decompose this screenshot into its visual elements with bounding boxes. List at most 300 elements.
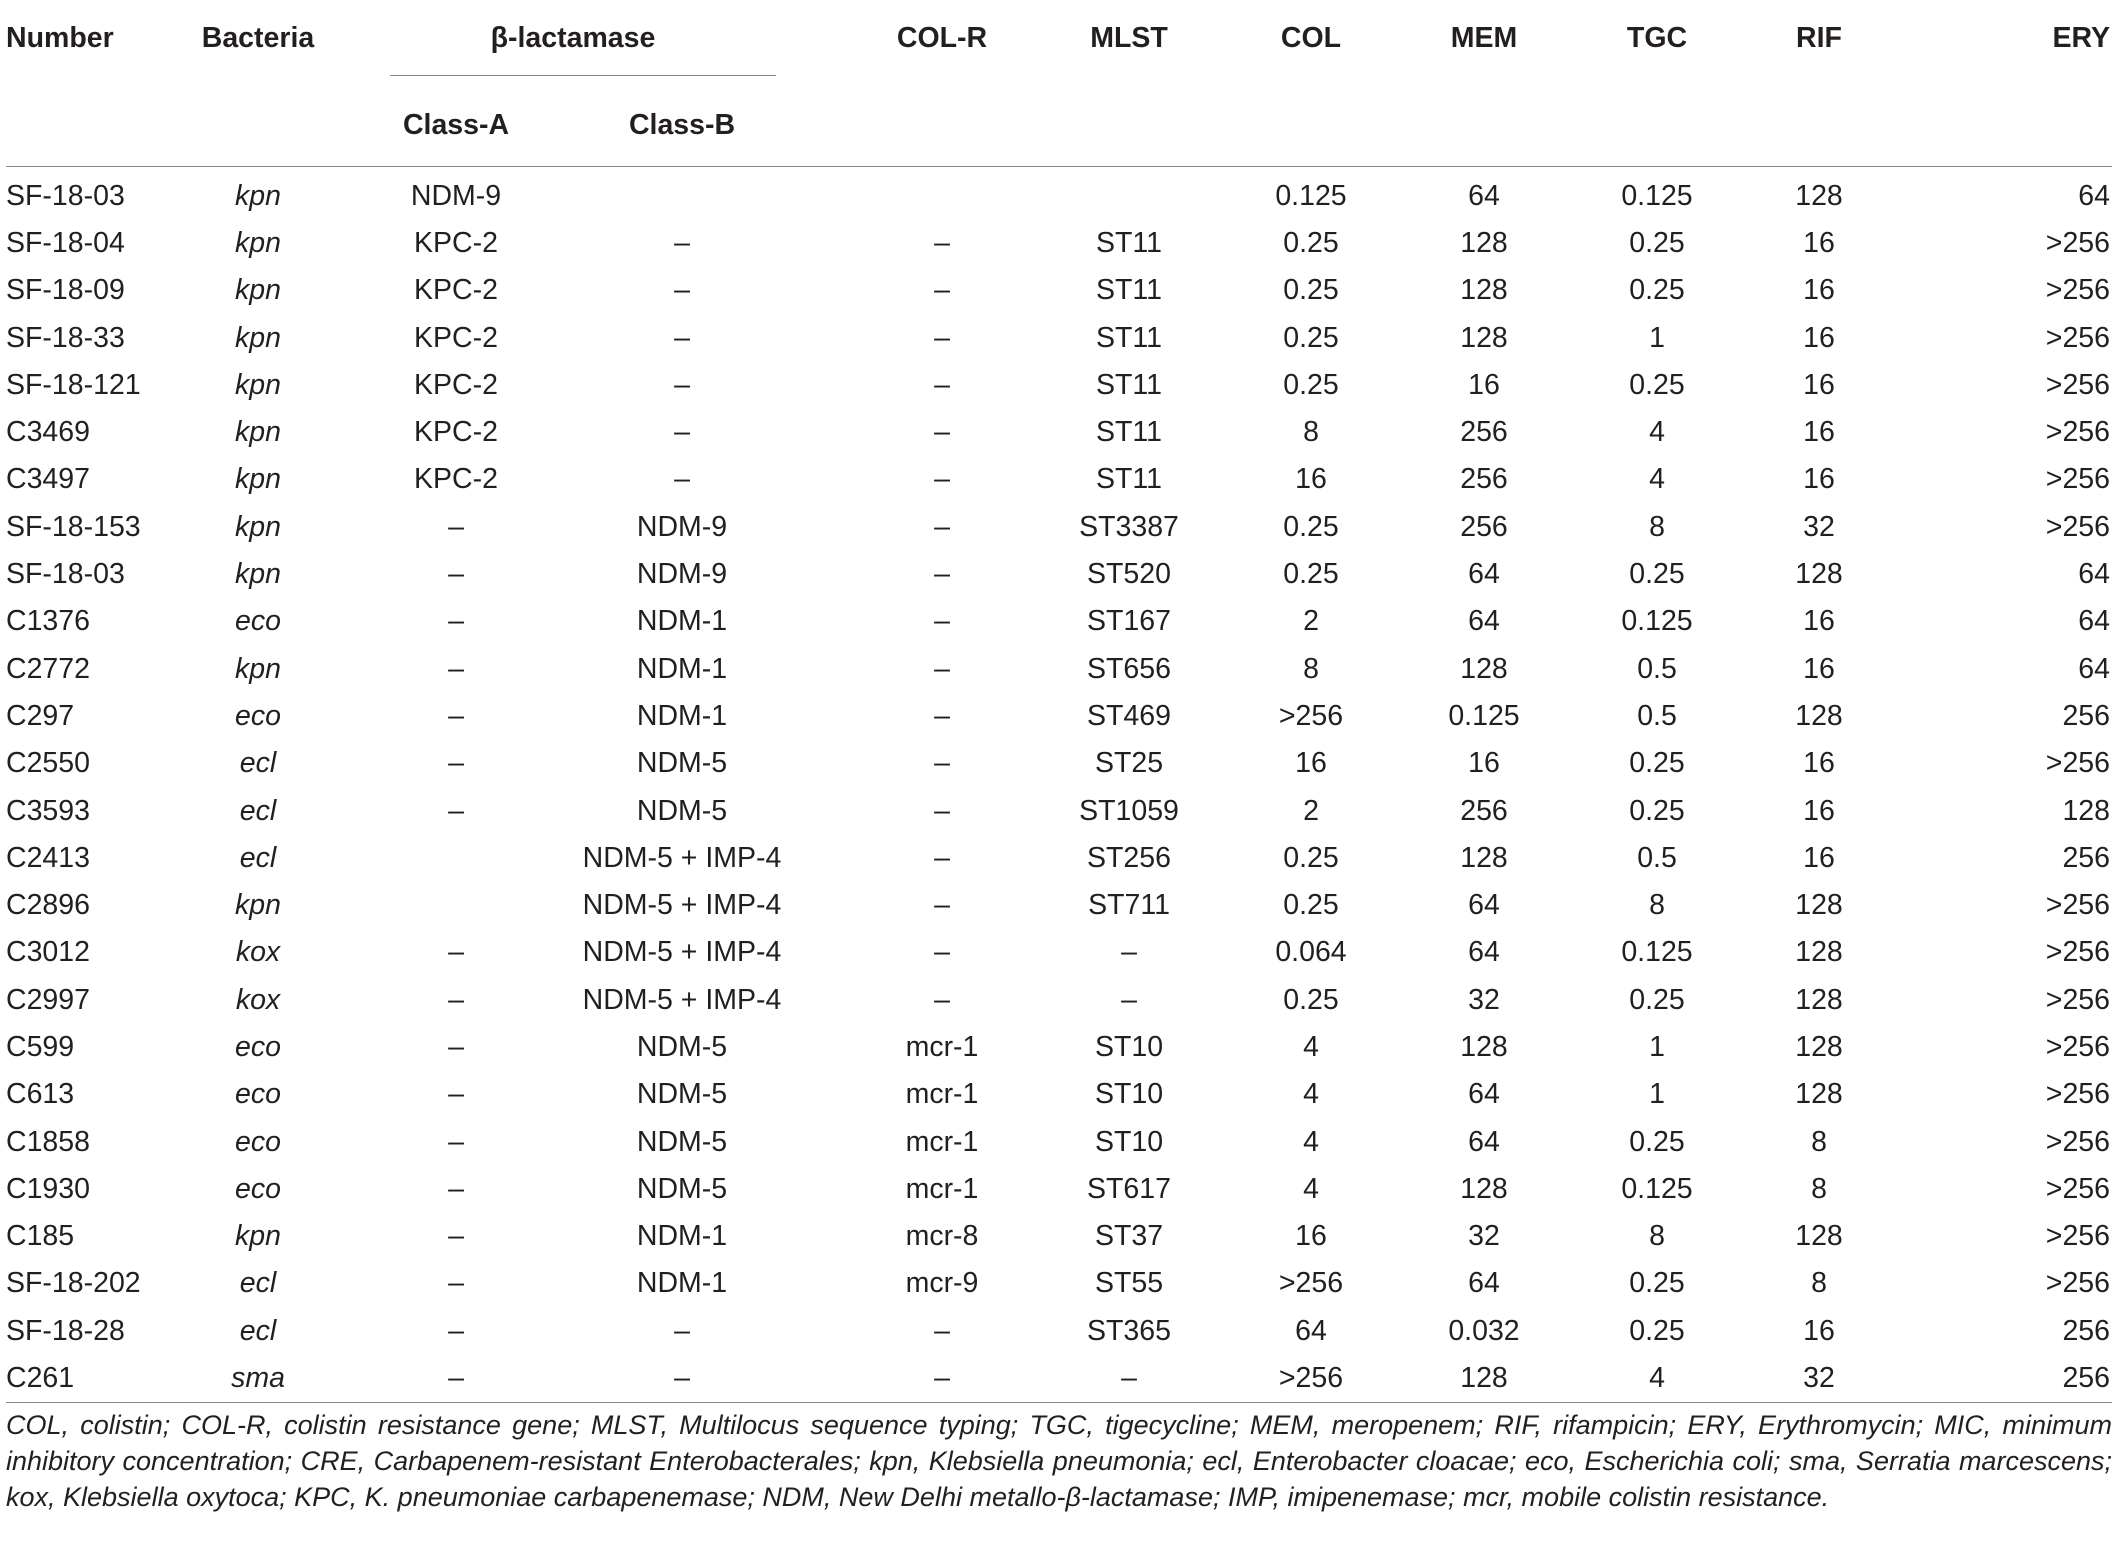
cell-mem: 64 <box>1468 1267 1500 1300</box>
cell-ery: >256 <box>2045 1125 2110 1158</box>
header-tgc: TGC <box>1626 22 1688 54</box>
cell-rif: 16 <box>1803 368 1835 401</box>
cell-col: 4 <box>1303 1078 1319 1111</box>
table-row <box>6 835 2112 882</box>
cell-number: SF-18-03 <box>6 179 125 212</box>
cell-tgc: 0.125 <box>1621 936 1693 969</box>
cell-mlst: ST711 <box>1088 889 1170 922</box>
cell-rif: 128 <box>1795 699 1843 732</box>
cell-col-r: – <box>934 983 950 1016</box>
cell-number: C2772 <box>6 652 90 685</box>
cell-mlst: ST11 <box>1095 274 1162 307</box>
cell-tgc: 0.5 <box>1637 841 1677 874</box>
cell-class-a: KPC-2 <box>414 368 498 401</box>
cell-col: 0.064 <box>1275 936 1347 969</box>
cell-tgc: 8 <box>1649 1220 1665 1253</box>
cell-ery: >256 <box>2045 1030 2110 1063</box>
cell-mem: 256 <box>1460 463 1508 496</box>
cell-mlst: ST520 <box>1087 558 1171 591</box>
cell-col: 2 <box>1303 605 1319 638</box>
cell-tgc: 0.25 <box>1629 1314 1685 1347</box>
table-row <box>6 504 2112 551</box>
cell-class-a: – <box>448 605 464 638</box>
cell-bacteria: eco <box>235 1078 281 1111</box>
cell-number: C2413 <box>6 841 90 874</box>
cell-col-r: – <box>934 558 950 591</box>
cell-col: >256 <box>1278 699 1344 732</box>
cell-mlst: ST10 <box>1094 1078 1164 1111</box>
cell-col-r: – <box>934 794 950 827</box>
cell-class-a: – <box>448 1172 464 1205</box>
cell-rif: 32 <box>1803 1362 1835 1395</box>
cell-mem: 64 <box>1468 605 1500 638</box>
cell-ery: 256 <box>2062 1362 2110 1395</box>
cell-tgc: 0.125 <box>1621 179 1693 212</box>
cell-ery: >256 <box>2045 1172 2110 1205</box>
cell-mem: 0.125 <box>1448 699 1520 732</box>
cell-class-b: – <box>674 1362 690 1395</box>
cell-class-a: – <box>448 1220 464 1253</box>
cell-rif: 16 <box>1803 463 1835 496</box>
cell-ery: >256 <box>2045 747 2110 780</box>
cell-class-b: NDM-9 <box>636 510 728 543</box>
cell-mem: 64 <box>1468 1078 1500 1111</box>
cell-mlst: ST1059 <box>1079 794 1179 827</box>
cell-number: SF-18-03 <box>6 558 125 591</box>
cell-number: SF-18-153 <box>6 510 141 543</box>
cell-class-b: NDM-5 + IMP-4 <box>582 983 782 1016</box>
cell-number: C297 <box>6 699 75 732</box>
header-col: COL <box>1280 22 1342 54</box>
cell-tgc: 0.125 <box>1621 605 1693 638</box>
cell-rif: 16 <box>1803 321 1835 354</box>
cell-bacteria: kpn <box>235 558 281 591</box>
cell-bacteria: ecl <box>239 747 277 780</box>
cell-class-b: NDM-5 + IMP-4 <box>582 889 782 922</box>
cell-bacteria: eco <box>235 699 281 732</box>
cell-class-b: NDM-5 + IMP-4 <box>582 936 782 969</box>
cell-ery: 64 <box>2078 652 2110 685</box>
cell-class-a: – <box>448 794 464 827</box>
cell-mem: 64 <box>1468 936 1500 969</box>
cell-mem: 128 <box>1460 1030 1508 1063</box>
table-row <box>6 645 2112 692</box>
cell-number: C1376 <box>6 605 90 638</box>
cell-tgc: 0.25 <box>1629 983 1685 1016</box>
cell-ery: >256 <box>2045 983 2110 1016</box>
cell-mlst: ST10 <box>1094 1125 1164 1158</box>
cell-col-r: mcr-1 <box>905 1030 979 1063</box>
cell-number: C3469 <box>6 416 90 449</box>
cell-class-b: – <box>674 1314 690 1347</box>
cell-tgc: 0.5 <box>1637 699 1677 732</box>
cell-mlst: ST55 <box>1094 1267 1164 1300</box>
cell-ery: >256 <box>2045 1078 2110 1111</box>
cell-col-r: – <box>934 747 950 780</box>
cell-rif: 16 <box>1803 841 1835 874</box>
header-beta-lactamase-rule <box>390 75 776 76</box>
cell-col: 4 <box>1303 1030 1319 1063</box>
cell-col: 0.25 <box>1283 274 1339 307</box>
header-col-r: COL-R <box>896 22 988 54</box>
cell-col: 2 <box>1303 794 1319 827</box>
cell-class-a: – <box>448 1362 464 1395</box>
cell-bacteria: eco <box>235 1030 281 1063</box>
header-mlst: MLST <box>1090 22 1168 54</box>
cell-col-r: – <box>934 416 950 449</box>
cell-bacteria: ecl <box>239 794 277 827</box>
cell-mlst: ST11 <box>1095 416 1162 449</box>
cell-col: 8 <box>1303 652 1319 685</box>
table-row <box>6 314 2112 361</box>
cell-bacteria: kpn <box>235 368 281 401</box>
cell-bacteria: kpn <box>235 321 281 354</box>
cell-ery: >256 <box>2045 274 2110 307</box>
cell-class-a: – <box>448 699 464 732</box>
cell-bacteria: sma <box>231 1362 285 1395</box>
cell-rif: 16 <box>1803 652 1835 685</box>
cell-rif: 128 <box>1795 983 1843 1016</box>
cell-mlst: ST167 <box>1087 605 1171 638</box>
cell-col-r: – <box>934 510 950 543</box>
table-row <box>6 362 2112 409</box>
cell-mlst: – <box>1121 983 1137 1016</box>
cell-col: 0.25 <box>1283 226 1339 259</box>
cell-mlst: ST256 <box>1087 841 1171 874</box>
cell-ery: >256 <box>2045 416 2110 449</box>
cell-mlst: ST11 <box>1095 463 1162 496</box>
cell-number: C3012 <box>6 936 90 969</box>
cell-number: C261 <box>6 1362 75 1395</box>
table-row <box>6 1355 2112 1403</box>
cell-mlst: – <box>1121 936 1137 969</box>
cell-col-r: – <box>934 1314 950 1347</box>
cell-bacteria: ecl <box>239 1314 277 1347</box>
cell-mem: 32 <box>1468 983 1500 1016</box>
header-rif: RIF <box>1796 22 1842 54</box>
cell-col: 0.25 <box>1283 889 1339 922</box>
table-row <box>6 1118 2112 1165</box>
cell-col: 0.25 <box>1283 983 1339 1016</box>
cell-tgc: 0.25 <box>1629 747 1685 780</box>
cell-bacteria: kpn <box>235 274 281 307</box>
cell-rif: 128 <box>1795 889 1843 922</box>
cell-col: >256 <box>1278 1362 1344 1395</box>
cell-class-a: – <box>448 983 464 1016</box>
cell-tgc: 1 <box>1649 321 1665 354</box>
cell-rif: 8 <box>1811 1267 1827 1300</box>
cell-mlst: ST25 <box>1094 747 1164 780</box>
cell-class-a: KPC-2 <box>414 226 498 259</box>
cell-rif: 8 <box>1811 1172 1827 1205</box>
cell-class-b: NDM-9 <box>636 558 728 591</box>
cell-mlst: ST3387 <box>1079 510 1179 543</box>
cell-class-b: – <box>674 463 690 496</box>
cell-col-r: – <box>934 226 950 259</box>
cell-col-r: – <box>934 699 950 732</box>
cell-class-a: KPC-2 <box>414 321 498 354</box>
cell-rif: 16 <box>1803 416 1835 449</box>
cell-tgc: 4 <box>1649 416 1665 449</box>
cell-number: C2997 <box>6 983 90 1016</box>
cell-rif: 128 <box>1795 558 1843 591</box>
cell-class-a: – <box>448 1125 464 1158</box>
cell-class-a: – <box>448 1314 464 1347</box>
cell-number: C3497 <box>6 463 90 496</box>
cell-mlst <box>1028 166 1230 220</box>
cell-class-b: NDM-5 + IMP-4 <box>582 841 782 874</box>
cell-ery: >256 <box>2045 1267 2110 1300</box>
table-header <box>6 14 2112 166</box>
cell-mem: 32 <box>1468 1220 1500 1253</box>
table-row <box>6 693 2112 740</box>
cell-ery: 64 <box>2078 179 2110 212</box>
table-row <box>6 456 2112 503</box>
cell-col: 16 <box>1295 747 1327 780</box>
cell-number: C3593 <box>6 794 90 827</box>
header-ery: ERY <box>2052 22 2110 54</box>
cell-tgc: 0.25 <box>1629 1125 1685 1158</box>
cell-mem: 256 <box>1460 510 1508 543</box>
table-row <box>6 1213 2112 1260</box>
cell-col-r: – <box>934 368 950 401</box>
cell-number: C1930 <box>6 1172 90 1205</box>
cell-tgc: 4 <box>1649 463 1665 496</box>
cell-number: SF-18-202 <box>6 1267 141 1300</box>
cell-class-a: – <box>448 558 464 591</box>
cell-ery: 256 <box>2062 841 2110 874</box>
cell-class-a: – <box>448 747 464 780</box>
cell-mem: 128 <box>1460 1362 1508 1395</box>
cell-class-b: – <box>674 226 690 259</box>
cell-bacteria: kox <box>235 983 281 1016</box>
cell-class-a: – <box>448 1078 464 1111</box>
table-row <box>6 929 2112 976</box>
cell-class-b: NDM-1 <box>636 652 728 685</box>
cell-ery: 64 <box>2078 558 2110 591</box>
cell-mlst: ST10 <box>1094 1030 1164 1063</box>
cell-number: SF-18-09 <box>6 274 125 307</box>
header-class-a: Class-A <box>402 109 510 142</box>
cell-mlst: ST11 <box>1095 226 1162 259</box>
cell-class-a: – <box>448 936 464 969</box>
cell-col: 64 <box>1295 1314 1327 1347</box>
cell-col-r: – <box>934 605 950 638</box>
mic-table <box>6 14 2112 1403</box>
cell-bacteria: kpn <box>235 1220 281 1253</box>
cell-class-b: – <box>674 321 690 354</box>
cell-col-r: mcr-1 <box>905 1078 979 1111</box>
cell-bacteria: eco <box>235 605 281 638</box>
cell-number: C1858 <box>6 1125 90 1158</box>
header-class-b: Class-B <box>628 109 736 142</box>
table-row <box>6 598 2112 645</box>
cell-rif: 16 <box>1803 1314 1835 1347</box>
cell-mem: 256 <box>1460 416 1508 449</box>
cell-rif: 32 <box>1803 510 1835 543</box>
cell-tgc: 0.25 <box>1629 226 1685 259</box>
cell-tgc: 4 <box>1649 1362 1665 1395</box>
cell-class-a: KPC-2 <box>414 463 498 496</box>
cell-bacteria: kox <box>235 936 281 969</box>
cell-mem: 128 <box>1460 1172 1508 1205</box>
header-mem: MEM <box>1450 22 1518 54</box>
cell-mem: 16 <box>1468 747 1500 780</box>
cell-col-r: mcr-1 <box>905 1125 979 1158</box>
cell-class-a: KPC-2 <box>414 416 498 449</box>
cell-col-r: mcr-1 <box>905 1172 979 1205</box>
cell-number: SF-18-33 <box>6 321 125 354</box>
cell-mlst: ST469 <box>1087 699 1171 732</box>
cell-mem: 64 <box>1468 558 1500 591</box>
cell-ery: >256 <box>2045 321 2110 354</box>
cell-tgc: 0.5 <box>1637 652 1677 685</box>
cell-rif: 16 <box>1803 794 1835 827</box>
cell-col: 0.25 <box>1283 368 1339 401</box>
cell-mlst: ST365 <box>1087 1314 1171 1347</box>
cell-number: SF-18-04 <box>6 226 125 259</box>
cell-class-b: NDM-1 <box>636 1220 728 1253</box>
cell-col: 4 <box>1303 1172 1319 1205</box>
cell-col: 16 <box>1295 463 1327 496</box>
cell-rif: 128 <box>1795 1220 1843 1253</box>
header-number: Number <box>6 22 114 54</box>
cell-mem: 128 <box>1460 226 1508 259</box>
cell-class-b: NDM-5 <box>636 794 728 827</box>
cell-rif: 16 <box>1803 226 1835 259</box>
cell-number: SF-18-121 <box>6 368 141 401</box>
cell-class-b: – <box>674 368 690 401</box>
cell-class-a: – <box>448 510 464 543</box>
cell-rif: 16 <box>1803 274 1835 307</box>
cell-bacteria: ecl <box>239 1267 277 1300</box>
table-row <box>6 977 2112 1024</box>
cell-col: 0.25 <box>1283 321 1339 354</box>
header-beta-lactamase-label: β-lactamase <box>490 22 656 54</box>
cell-col-r: – <box>934 1362 950 1395</box>
cell-tgc: 0.25 <box>1629 368 1685 401</box>
cell-class-a: NDM-9 <box>410 179 502 212</box>
cell-number: C2550 <box>6 747 90 780</box>
cell-class-a: – <box>448 1030 464 1063</box>
cell-ery: 64 <box>2078 605 2110 638</box>
cell-mlst: ST656 <box>1087 652 1171 685</box>
cell-rif: 8 <box>1811 1125 1827 1158</box>
table-row <box>6 220 2112 267</box>
cell-col: 4 <box>1303 1125 1319 1158</box>
cell-mem: 256 <box>1460 794 1508 827</box>
cell-class-b: – <box>674 274 690 307</box>
cell-class-a <box>340 835 572 882</box>
cell-col: 0.25 <box>1283 841 1339 874</box>
cell-col: 0.125 <box>1275 179 1347 212</box>
cell-tgc: 8 <box>1649 889 1665 922</box>
cell-rif: 128 <box>1795 936 1843 969</box>
cell-ery: >256 <box>2045 889 2110 922</box>
cell-mlst: ST617 <box>1087 1172 1171 1205</box>
cell-class-b: NDM-5 <box>636 1078 728 1111</box>
cell-bacteria: kpn <box>235 226 281 259</box>
header-bacteria: Bacteria <box>201 22 315 54</box>
table-row <box>6 740 2112 787</box>
cell-tgc: 1 <box>1649 1030 1665 1063</box>
table-row <box>6 1071 2112 1118</box>
cell-col-r: – <box>934 889 950 922</box>
cell-bacteria: kpn <box>235 889 281 922</box>
table-row <box>6 1166 2112 1213</box>
cell-tgc: 0.25 <box>1629 794 1685 827</box>
cell-mem: 64 <box>1468 1125 1500 1158</box>
cell-class-a: KPC-2 <box>414 274 498 307</box>
cell-mem: 16 <box>1468 368 1500 401</box>
cell-number: C185 <box>6 1220 75 1253</box>
cell-col-r: mcr-8 <box>905 1220 979 1253</box>
cell-rif: 128 <box>1795 1030 1843 1063</box>
cell-tgc: 1 <box>1649 1078 1665 1111</box>
cell-mem: 128 <box>1460 652 1508 685</box>
cell-rif: 16 <box>1803 747 1835 780</box>
cell-class-b: NDM-1 <box>636 699 728 732</box>
cell-number: C613 <box>6 1078 75 1111</box>
table-row <box>6 1024 2112 1071</box>
cell-ery: >256 <box>2045 463 2110 496</box>
cell-mem: 64 <box>1468 889 1500 922</box>
cell-col: 8 <box>1303 416 1319 449</box>
cell-class-b <box>572 166 856 220</box>
cell-bacteria: kpn <box>235 463 281 496</box>
table-row <box>6 787 2112 834</box>
cell-col: 0.25 <box>1283 558 1339 591</box>
cell-mlst: – <box>1121 1362 1137 1395</box>
cell-number: SF-18-28 <box>6 1314 125 1347</box>
table-row <box>6 409 2112 456</box>
cell-rif: 128 <box>1795 179 1843 212</box>
cell-mlst: ST11 <box>1095 368 1162 401</box>
cell-col: 16 <box>1295 1220 1327 1253</box>
cell-col-r: – <box>934 936 950 969</box>
cell-mem: 0.032 <box>1448 1314 1520 1347</box>
cell-ery: 128 <box>2062 794 2110 827</box>
cell-tgc: 0.25 <box>1629 1267 1685 1300</box>
cell-col-r: – <box>934 321 950 354</box>
cell-col-r: – <box>934 274 950 307</box>
cell-mlst: ST11 <box>1095 321 1162 354</box>
cell-rif: 128 <box>1795 1078 1843 1111</box>
table-row <box>6 267 2112 314</box>
header-beta-lactamase <box>340 14 856 80</box>
cell-bacteria: ecl <box>239 841 277 874</box>
cell-class-a: – <box>448 652 464 685</box>
cell-class-b: NDM-5 <box>636 1030 728 1063</box>
cell-bacteria: kpn <box>235 416 281 449</box>
cell-col-r: – <box>934 652 950 685</box>
cell-class-b: NDM-5 <box>636 1172 728 1205</box>
cell-tgc: 0.25 <box>1629 274 1685 307</box>
cell-mlst: ST37 <box>1094 1220 1164 1253</box>
table-row <box>6 551 2112 598</box>
table-row <box>6 882 2112 929</box>
cell-ery: >256 <box>2045 1220 2110 1253</box>
cell-bacteria: kpn <box>235 179 281 212</box>
cell-class-b: NDM-5 <box>636 747 728 780</box>
table-row <box>6 1308 2112 1355</box>
cell-ery: 256 <box>2062 1314 2110 1347</box>
cell-ery: >256 <box>2045 936 2110 969</box>
cell-number: C599 <box>6 1030 75 1063</box>
cell-class-b: NDM-5 <box>636 1125 728 1158</box>
cell-col: 0.25 <box>1283 510 1339 543</box>
cell-ery: >256 <box>2045 510 2110 543</box>
